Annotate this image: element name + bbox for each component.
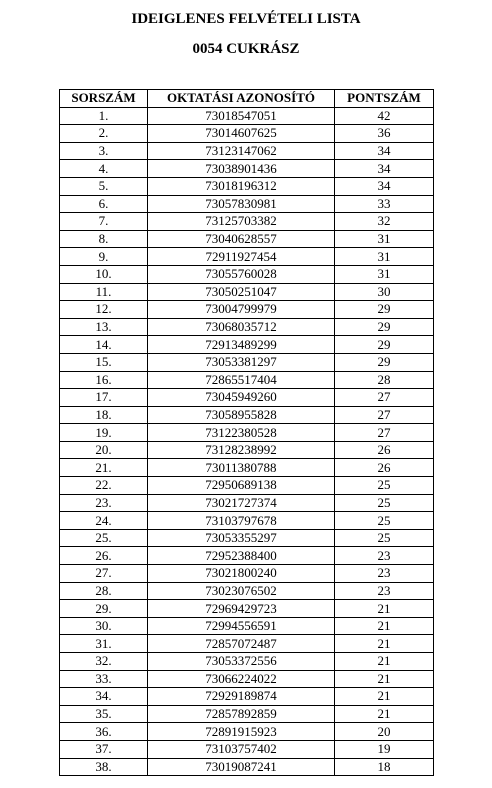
pontszam-cell: 29	[335, 336, 434, 354]
oktatasi-azonosito-cell: 73021727374	[148, 494, 335, 512]
sorszam-cell: 20.	[60, 441, 148, 459]
table-row	[60, 318, 434, 336]
admission-table	[59, 89, 434, 776]
oktatasi-azonosito-cell: 72969429723	[148, 600, 335, 618]
table-row	[60, 705, 434, 723]
table-row	[60, 283, 434, 301]
pontszam-cell: 33	[335, 195, 434, 213]
pontszam-cell: 21	[335, 635, 434, 653]
pontszam-cell: 34	[335, 142, 434, 160]
oktatasi-azonosito-cell: 73021800240	[148, 565, 335, 583]
sorszam-cell: 11.	[60, 283, 148, 301]
sorszam-cell: 35.	[60, 705, 148, 723]
pontszam-cell: 23	[335, 582, 434, 600]
oktatasi-azonosito-cell: 72994556591	[148, 617, 335, 635]
sorszam-cell: 28.	[60, 582, 148, 600]
sorszam-cell: 22.	[60, 477, 148, 495]
oktatasi-azonosito-cell: 72865517404	[148, 371, 335, 389]
sorszam-cell: 31.	[60, 635, 148, 653]
pontszam-cell: 27	[335, 424, 434, 442]
sorszam-cell: 33.	[60, 670, 148, 688]
sorszam-cell: 8.	[60, 230, 148, 248]
pontszam-cell: 36	[335, 125, 434, 143]
pontszam-cell: 29	[335, 318, 434, 336]
table-row	[60, 230, 434, 248]
sorszam-cell: 36.	[60, 723, 148, 741]
sorszam-cell: 19.	[60, 424, 148, 442]
sorszam-cell: 10.	[60, 265, 148, 283]
sorszam-cell: 2.	[60, 125, 148, 143]
oktatasi-azonosito-cell: 73038901436	[148, 160, 335, 178]
oktatasi-azonosito-cell: 72929189874	[148, 688, 335, 706]
oktatasi-azonosito-cell: 73068035712	[148, 318, 335, 336]
sorszam-cell: 21.	[60, 459, 148, 477]
oktatasi-azonosito-cell: 73053372556	[148, 653, 335, 671]
table-row	[60, 653, 434, 671]
page-subtitle: 0054 CUKRÁSZ	[192, 41, 300, 57]
sorszam-cell: 27.	[60, 565, 148, 583]
sorszam-cell: 25.	[60, 529, 148, 547]
table-row	[60, 406, 434, 424]
pontszam-cell: 34	[335, 177, 434, 195]
oktatasi-azonosito-cell: 72857892859	[148, 705, 335, 723]
sorszam-cell: 34.	[60, 688, 148, 706]
sorszam-cell: 17.	[60, 389, 148, 407]
oktatasi-azonosito-cell: 73004799979	[148, 301, 335, 319]
table-row	[60, 635, 434, 653]
sorszam-cell: 13.	[60, 318, 148, 336]
table-row	[60, 547, 434, 565]
table-row	[60, 371, 434, 389]
table-row	[60, 758, 434, 776]
pontszam-cell: 25	[335, 494, 434, 512]
oktatasi-azonosito-cell: 72913489299	[148, 336, 335, 354]
pontszam-cell: 29	[335, 301, 434, 319]
pontszam-cell: 31	[335, 265, 434, 283]
table-row	[60, 265, 434, 283]
oktatasi-azonosito-cell: 73058955828	[148, 406, 335, 424]
table-row	[60, 600, 434, 618]
pontszam-cell: 42	[335, 107, 434, 125]
oktatasi-azonosito-cell: 73055760028	[148, 265, 335, 283]
sorszam-cell: 12.	[60, 301, 148, 319]
pontszam-cell: 31	[335, 230, 434, 248]
pontszam-cell: 23	[335, 547, 434, 565]
sorszam-cell: 6.	[60, 195, 148, 213]
pontszam-cell: 21	[335, 600, 434, 618]
table-row	[60, 688, 434, 706]
oktatasi-azonosito-cell: 73057830981	[148, 195, 335, 213]
sorszam-cell: 15.	[60, 353, 148, 371]
sorszam-cell: 29.	[60, 600, 148, 618]
sorszam-cell: 32.	[60, 653, 148, 671]
column-header-pontszam: PONTSZÁM	[335, 90, 434, 108]
table-row	[60, 459, 434, 477]
oktatasi-azonosito-cell: 73122380528	[148, 424, 335, 442]
pontszam-cell: 21	[335, 617, 434, 635]
table-row	[60, 107, 434, 125]
pontszam-cell: 21	[335, 670, 434, 688]
table-row	[60, 565, 434, 583]
table-row	[60, 248, 434, 266]
table-row	[60, 723, 434, 741]
pontszam-cell: 20	[335, 723, 434, 741]
pontszam-cell: 29	[335, 353, 434, 371]
oktatasi-azonosito-cell: 72952388400	[148, 547, 335, 565]
table-row	[60, 160, 434, 178]
oktatasi-azonosito-cell: 73019087241	[148, 758, 335, 776]
table-row	[60, 177, 434, 195]
oktatasi-azonosito-cell: 72891915923	[148, 723, 335, 741]
oktatasi-azonosito-cell: 73045949260	[148, 389, 335, 407]
table-row	[60, 740, 434, 758]
pontszam-cell: 18	[335, 758, 434, 776]
sorszam-cell: 26.	[60, 547, 148, 565]
table-row	[60, 424, 434, 442]
table-body	[60, 107, 434, 776]
table-header-row	[60, 90, 434, 108]
pontszam-cell: 21	[335, 705, 434, 723]
oktatasi-azonosito-cell: 73125703382	[148, 213, 335, 231]
pontszam-cell: 31	[335, 248, 434, 266]
pontszam-cell: 21	[335, 688, 434, 706]
table-row	[60, 353, 434, 371]
pontszam-cell: 26	[335, 441, 434, 459]
pontszam-cell: 30	[335, 283, 434, 301]
oktatasi-azonosito-cell: 73053355297	[148, 529, 335, 547]
pontszam-cell: 21	[335, 653, 434, 671]
oktatasi-azonosito-cell: 73040628557	[148, 230, 335, 248]
sorszam-cell: 9.	[60, 248, 148, 266]
sorszam-cell: 18.	[60, 406, 148, 424]
sorszam-cell: 3.	[60, 142, 148, 160]
column-header-sorszam: SORSZÁM	[60, 90, 148, 108]
table-row	[60, 529, 434, 547]
oktatasi-azonosito-cell: 72911927454	[148, 248, 335, 266]
pontszam-cell: 25	[335, 477, 434, 495]
oktatasi-azonosito-cell: 72857072487	[148, 635, 335, 653]
pontszam-cell: 25	[335, 529, 434, 547]
oktatasi-azonosito-cell: 73018196312	[148, 177, 335, 195]
table-row	[60, 125, 434, 143]
table-row	[60, 142, 434, 160]
sorszam-cell: 23.	[60, 494, 148, 512]
oktatasi-azonosito-cell: 73103797678	[148, 512, 335, 530]
pontszam-cell: 27	[335, 406, 434, 424]
sorszam-cell: 30.	[60, 617, 148, 635]
oktatasi-azonosito-cell: 73066224022	[148, 670, 335, 688]
table-row	[60, 389, 434, 407]
pontszam-cell: 25	[335, 512, 434, 530]
oktatasi-azonosito-cell: 73050251047	[148, 283, 335, 301]
pontszam-cell: 27	[335, 389, 434, 407]
sorszam-cell: 7.	[60, 213, 148, 231]
oktatasi-azonosito-cell: 73011380788	[148, 459, 335, 477]
oktatasi-azonosito-cell: 72950689138	[148, 477, 335, 495]
pontszam-cell: 19	[335, 740, 434, 758]
sorszam-cell: 4.	[60, 160, 148, 178]
table-row	[60, 477, 434, 495]
table-row	[60, 441, 434, 459]
table-row	[60, 213, 434, 231]
table-row	[60, 494, 434, 512]
sorszam-cell: 24.	[60, 512, 148, 530]
pontszam-cell: 32	[335, 213, 434, 231]
table-row	[60, 301, 434, 319]
oktatasi-azonosito-cell: 73123147062	[148, 142, 335, 160]
sorszam-cell: 16.	[60, 371, 148, 389]
oktatasi-azonosito-cell: 73103757402	[148, 740, 335, 758]
table-row	[60, 512, 434, 530]
page-title: IDEIGLENES FELVÉTELI LISTA	[131, 11, 361, 27]
oktatasi-azonosito-cell: 73018547051	[148, 107, 335, 125]
sorszam-cell: 38.	[60, 758, 148, 776]
oktatasi-azonosito-cell: 73128238992	[148, 441, 335, 459]
pontszam-cell: 23	[335, 565, 434, 583]
table-row	[60, 582, 434, 600]
oktatasi-azonosito-cell: 73053381297	[148, 353, 335, 371]
oktatasi-azonosito-cell: 73023076502	[148, 582, 335, 600]
sorszam-cell: 1.	[60, 107, 148, 125]
table-row	[60, 336, 434, 354]
table-row	[60, 670, 434, 688]
pontszam-cell: 34	[335, 160, 434, 178]
sorszam-cell: 37.	[60, 740, 148, 758]
column-header-oktatasi-azonosito: OKTATÁSI AZONOSÍTÓ	[148, 90, 335, 108]
sorszam-cell: 5.	[60, 177, 148, 195]
oktatasi-azonosito-cell: 73014607625	[148, 125, 335, 143]
sorszam-cell: 14.	[60, 336, 148, 354]
table-row	[60, 195, 434, 213]
pontszam-cell: 26	[335, 459, 434, 477]
table-row	[60, 617, 434, 635]
pontszam-cell: 28	[335, 371, 434, 389]
